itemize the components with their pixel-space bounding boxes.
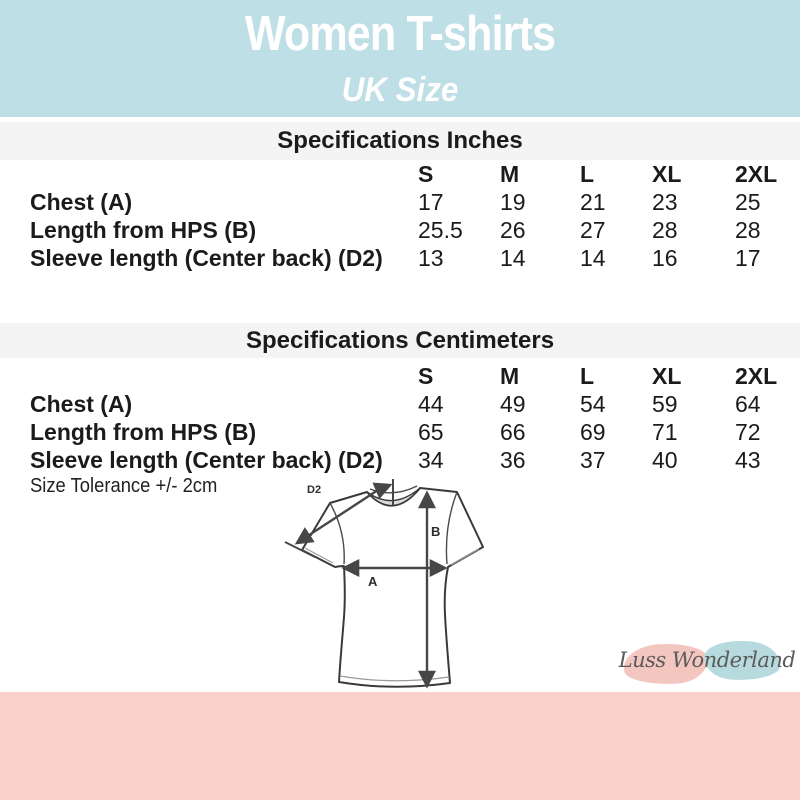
row-label-sleeve: Sleeve length (Center back) (D2): [30, 447, 383, 473]
d2-measure-label: D2: [307, 484, 322, 496]
length-value: 66: [500, 419, 526, 445]
length-value: 28: [735, 217, 761, 243]
tshirt-measurement-diagram: [280, 474, 492, 696]
length-value: 65: [418, 419, 444, 445]
chest-value: 64: [735, 391, 761, 417]
inches-table: [30, 160, 790, 272]
brand-logo: [618, 636, 796, 692]
size-header-s: S: [418, 161, 434, 187]
sleeve-value: 34: [418, 447, 444, 473]
sleeve-value: 40: [652, 447, 678, 473]
sleeve-value: 14: [580, 245, 606, 271]
size-header-l: L: [580, 161, 595, 187]
length-value: 71: [652, 419, 678, 445]
size-header-2xl: 2XL: [735, 363, 778, 389]
inches-section-title: Specifications Inches: [277, 127, 523, 154]
cm-table: [30, 362, 790, 474]
cm-section-title: Specifications Centimeters: [245, 326, 555, 354]
row-label-chest: Chest (A): [30, 189, 133, 215]
page-title: Women T-shirts: [244, 7, 556, 61]
page-subtitle: UK Size: [341, 71, 459, 109]
table-corner-cell: [30, 160, 418, 188]
size-header-l: L: [580, 363, 595, 389]
row-label-sleeve: Sleeve length (Center back) (D2): [30, 245, 383, 271]
sleeve-value: 14: [500, 245, 526, 271]
chest-value: 25: [735, 189, 761, 215]
row-label-length: Length from HPS (B): [30, 217, 257, 243]
sleeve-value: 43: [735, 447, 761, 473]
title-banner: [0, 0, 800, 117]
sleeve-value: 37: [580, 447, 606, 473]
size-header-xl: XL: [652, 363, 682, 389]
length-value: 72: [735, 419, 761, 445]
chest-value: 59: [652, 391, 678, 417]
inches-section-header: [0, 122, 800, 160]
size-header-2xl: 2XL: [735, 161, 778, 187]
b-measure-label: B: [431, 524, 441, 539]
size-header-m: M: [500, 363, 520, 389]
length-value: 28: [652, 217, 678, 243]
chest-value: 21: [580, 189, 606, 215]
sleeve-value: 13: [418, 245, 444, 271]
length-value: 69: [580, 419, 606, 445]
chest-value: 19: [500, 189, 526, 215]
chest-value: 44: [418, 391, 444, 417]
chest-value: 54: [580, 391, 606, 417]
chest-value: 17: [418, 189, 444, 215]
chest-value: 23: [652, 189, 678, 215]
size-header-xl: XL: [652, 161, 682, 187]
footer-band: [0, 692, 800, 800]
length-value: 26: [500, 217, 526, 243]
size-header-m: M: [500, 161, 520, 187]
brand-logo-text: Luss Wonderland: [618, 648, 796, 672]
sleeve-value: 16: [652, 245, 678, 271]
tshirt-outline: [302, 488, 483, 687]
table-corner-cell: [30, 362, 418, 390]
length-value: 27: [580, 217, 606, 243]
size-tolerance-note: Size Tolerance +/- 2cm: [30, 475, 218, 497]
sleeve-value: 36: [500, 447, 526, 473]
a-measure-label: A: [368, 574, 378, 589]
cm-section-header: [0, 323, 800, 358]
row-label-length: Length from HPS (B): [30, 419, 257, 445]
chest-value: 49: [500, 391, 526, 417]
size-header-s: S: [418, 363, 434, 389]
length-value: 25.5: [418, 217, 463, 243]
row-label-chest: Chest (A): [30, 391, 133, 417]
sleeve-value: 17: [735, 245, 761, 271]
